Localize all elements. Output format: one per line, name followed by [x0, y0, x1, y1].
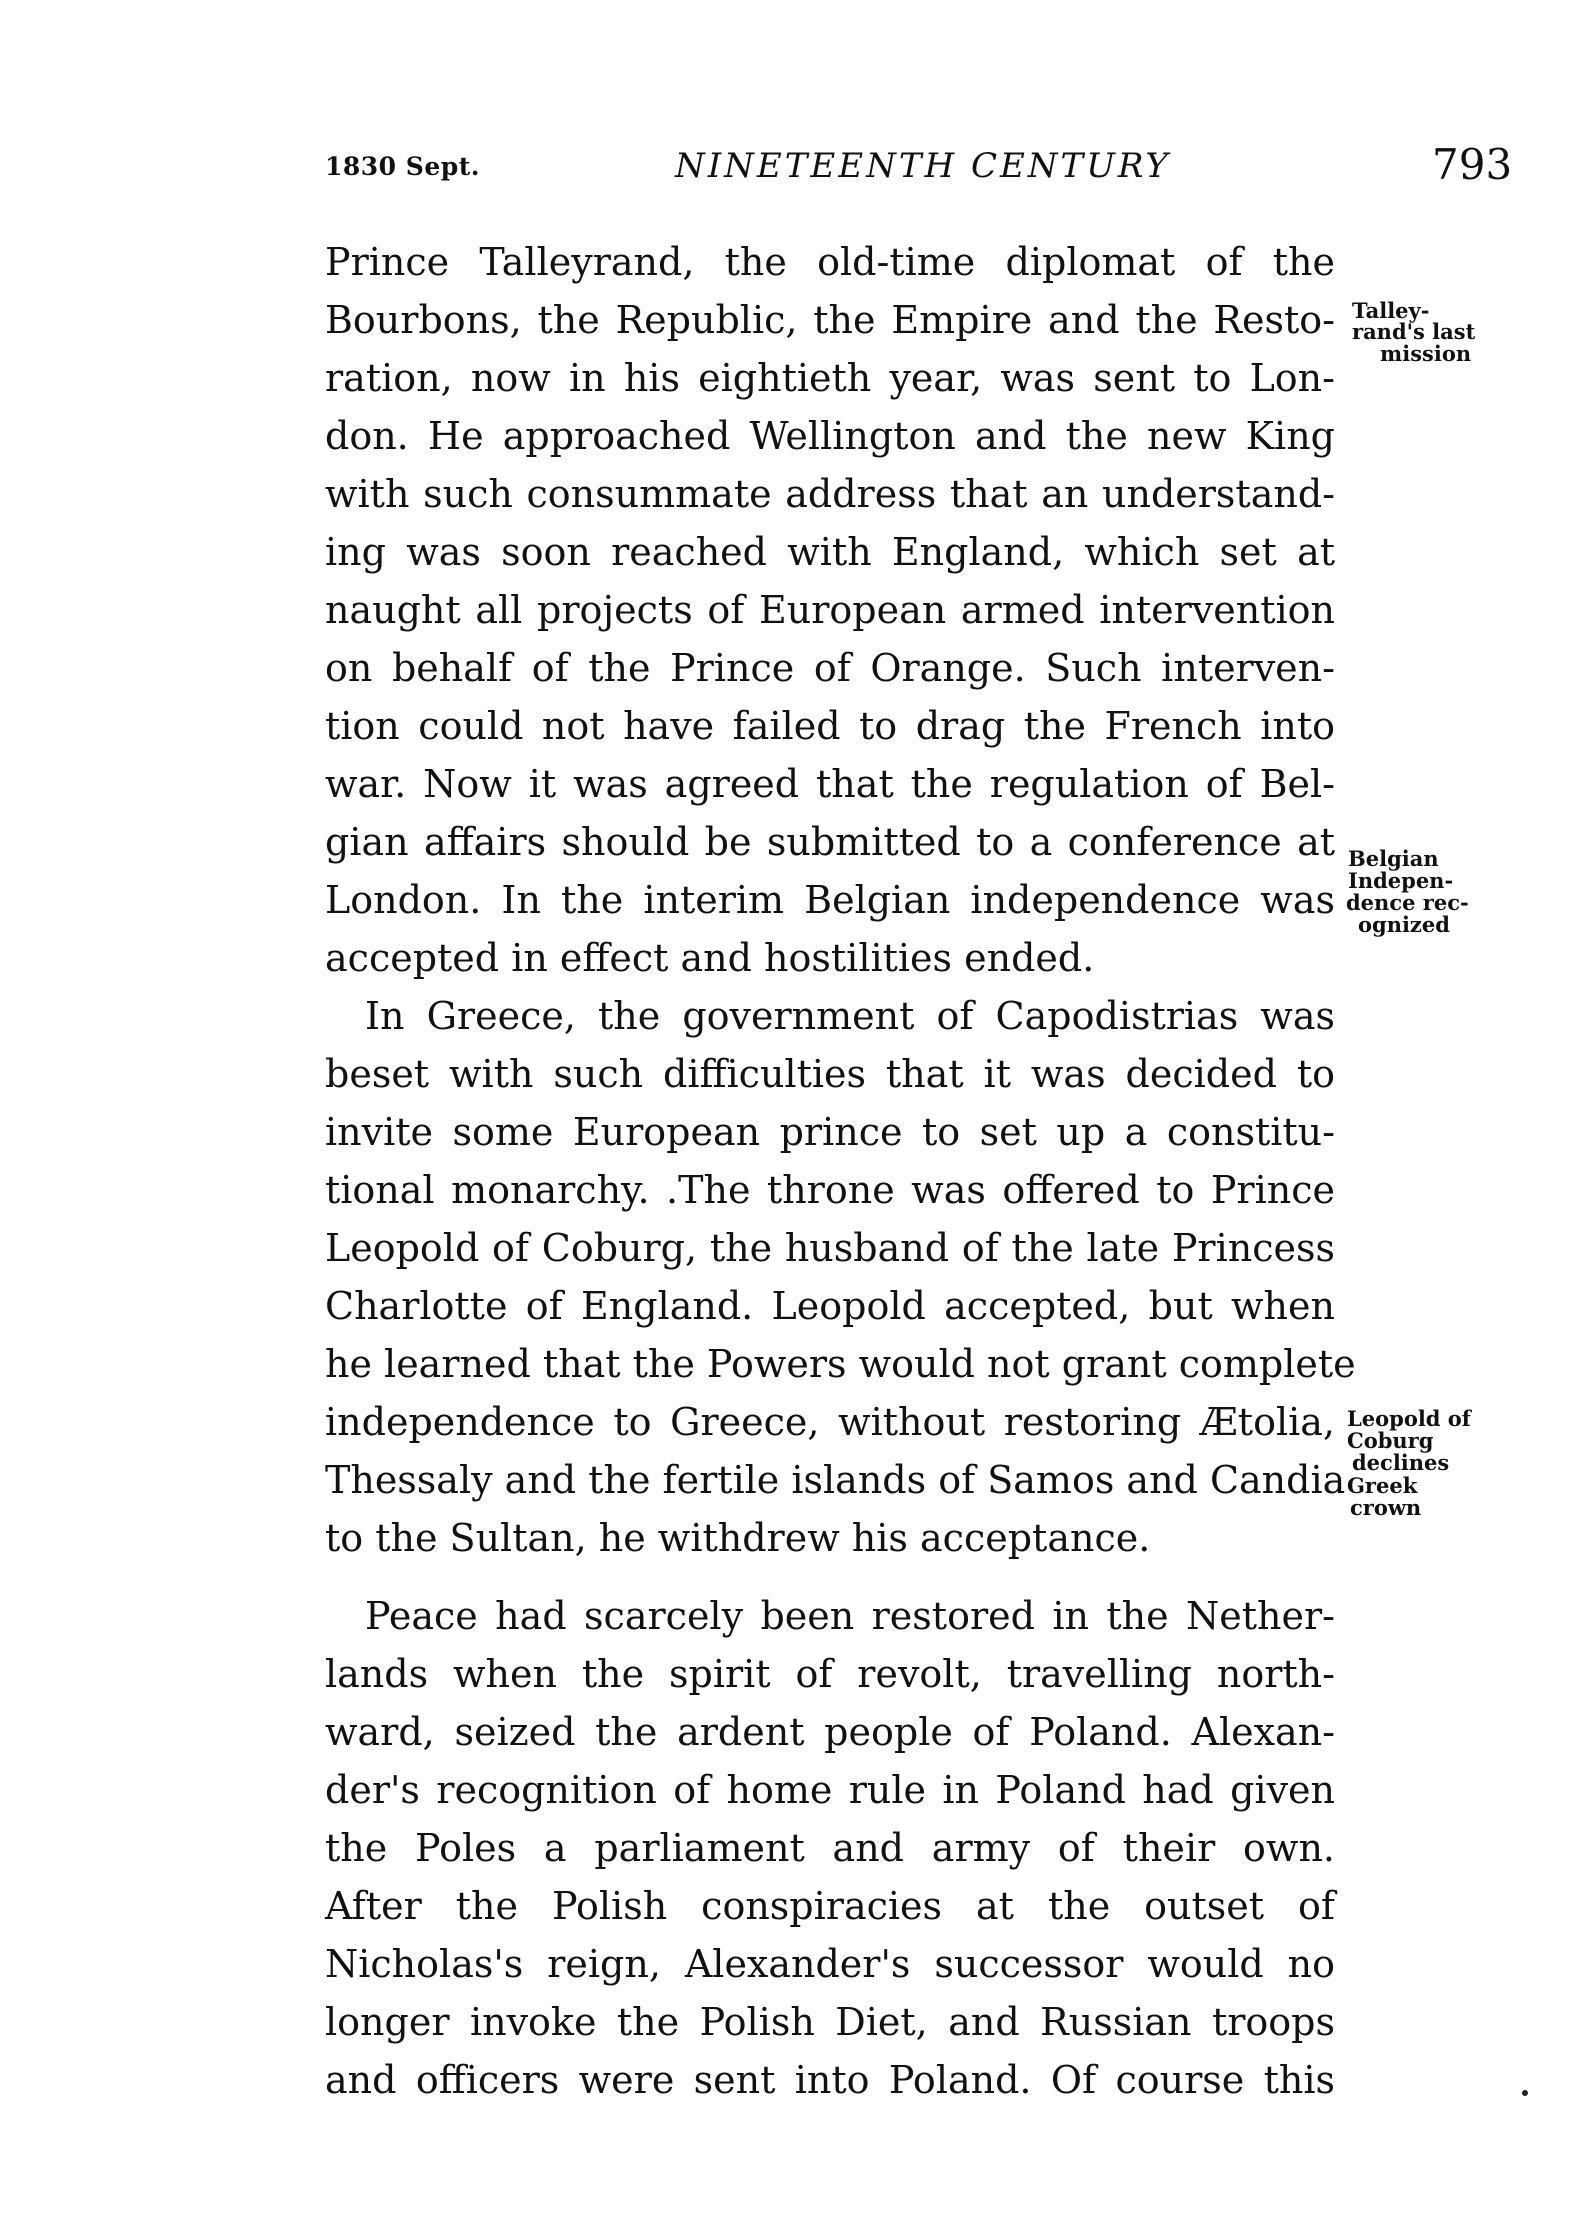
- text-line: Thessaly and the fertile islands of Samos and Candia: [325, 1458, 1346, 1502]
- text-line: the Poles a parliament and army of their own.: [325, 1826, 1335, 1870]
- text-line: Peace had scarcely been restored in the Nether-: [365, 1594, 1335, 1638]
- margin-note-line: Belgian: [1348, 846, 1439, 871]
- margin-note-line: ognized: [1358, 912, 1450, 937]
- text-line: invite some European prince to set up a constitu-: [325, 1110, 1335, 1154]
- text-line: Bourbons, the Republic, the Empire and the Resto-: [325, 298, 1335, 342]
- text-line: Nicholas's reign, Alexander's successor would no: [325, 1942, 1335, 1986]
- margin-note-line: mission: [1380, 341, 1472, 366]
- text-line: accepted in effect and hostilities ended.: [325, 936, 1095, 980]
- ink-speck: [1522, 2090, 1528, 2096]
- text-line: Leopold of Coburg, the husband of the late Princess: [325, 1226, 1335, 1270]
- text-line: with such consummate address that an understand-: [325, 472, 1335, 516]
- text-line: to the Sultan, he withdrew his acceptance.: [325, 1516, 1151, 1560]
- margin-note-line: crown: [1350, 1495, 1422, 1520]
- text-line: In Greece, the government of Capodistrias was: [365, 994, 1335, 1038]
- margin-note-line: Coburg: [1347, 1428, 1434, 1453]
- text-line: Charlotte of England. Leopold accepted, but when: [325, 1284, 1335, 1328]
- text-line: beset with such difficulties that it was decided to: [325, 1052, 1335, 1096]
- text-line: lands when the spirit of revolt, travelling north-: [325, 1652, 1335, 1696]
- text-line: don. He approached Wellington and the new King: [325, 414, 1335, 458]
- text-line: independence to Greece, without restoring Ætolia,: [325, 1400, 1335, 1444]
- margin-note-line: Indepen-: [1348, 868, 1454, 893]
- text-line: war. Now it was agreed that the regulation of Bel-: [325, 762, 1335, 806]
- page-number: 793: [1432, 140, 1513, 189]
- text-line: tional monarchy. .The throne was offered to Prince: [325, 1168, 1335, 1212]
- text-line: on behalf of the Prince of Orange. Such interven-: [325, 646, 1335, 690]
- text-line: After the Polish conspiracies at the outset of: [325, 1884, 1335, 1928]
- header-title: NINETEENTH CENTURY: [675, 146, 1171, 186]
- text-line: ward, seized the ardent people of Poland. Alexan-: [325, 1710, 1335, 1754]
- margin-note-line: declines: [1352, 1450, 1450, 1475]
- running-header: [0, 140, 1572, 200]
- margin-note-line: Greek: [1347, 1473, 1418, 1498]
- margin-note-line: Talley-: [1352, 298, 1430, 323]
- text-line: der's recognition of home rule in Poland had given: [325, 1768, 1335, 1812]
- header-date: 1830 Sept.: [325, 152, 480, 181]
- margin-note-line: dence rec-: [1346, 890, 1469, 915]
- text-line: tion could not have failed to drag the French into: [325, 704, 1335, 748]
- margin-note-line: rand's last: [1352, 319, 1476, 344]
- margin-note-line: Leopold of: [1347, 1406, 1471, 1431]
- text-line: ing was soon reached with England, which set at: [325, 530, 1335, 574]
- text-line: longer invoke the Polish Diet, and Russian troops: [325, 2000, 1335, 2044]
- text-line: Prince Talleyrand, the old-time diplomat of the: [325, 240, 1335, 284]
- text-line: gian affairs should be submitted to a conference at: [325, 820, 1335, 864]
- text-line: and officers were sent into Poland. Of course this: [325, 2058, 1335, 2102]
- text-line: ration, now in his eightieth year, was sent to Lon-: [325, 356, 1335, 400]
- text-line: London. In the interim Belgian independence was: [325, 878, 1335, 922]
- text-line: naught all projects of European armed intervention: [325, 588, 1335, 632]
- text-line: he learned that the Powers would not grant complete: [325, 1342, 1356, 1386]
